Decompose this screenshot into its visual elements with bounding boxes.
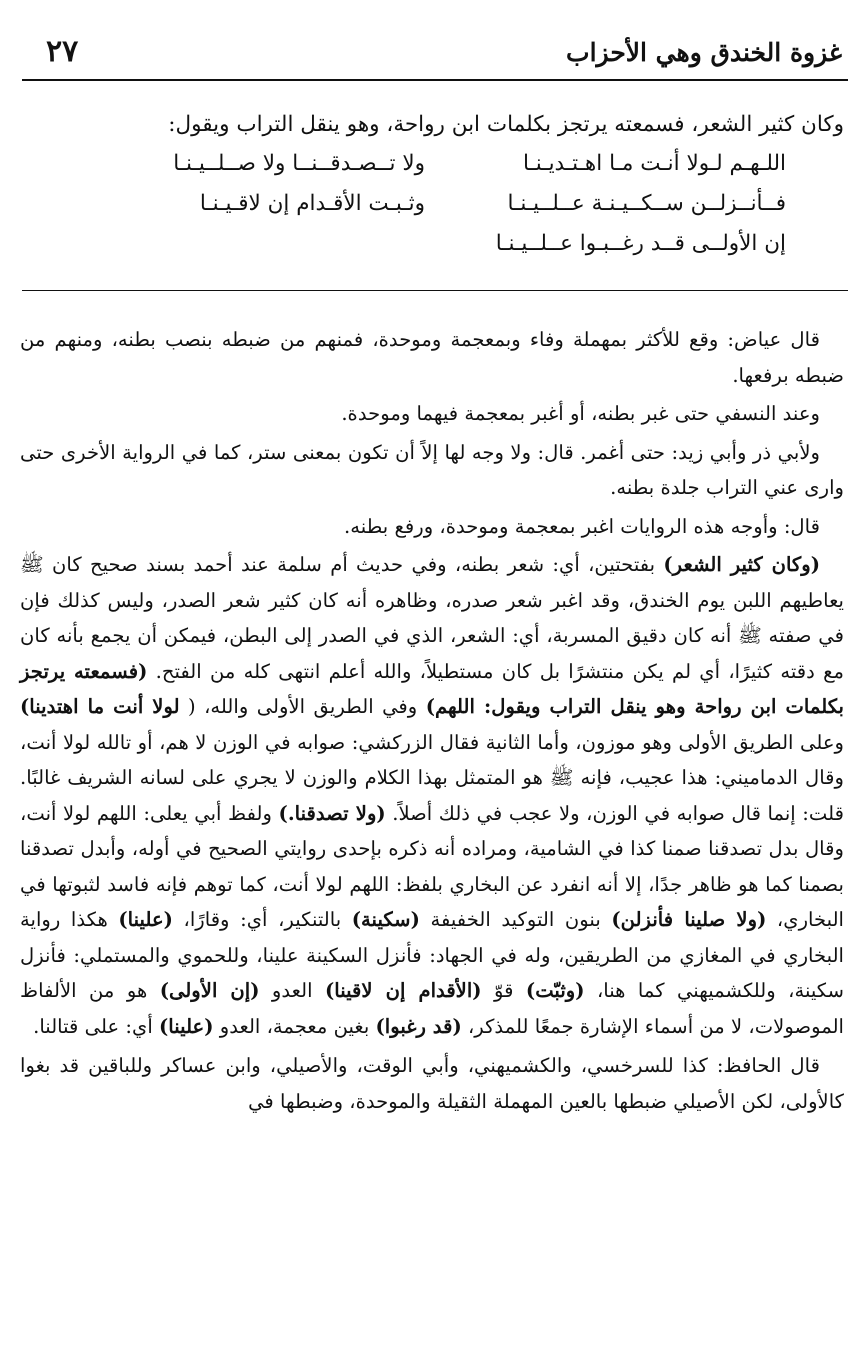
verse-second-hemistich: وثـبـت الأقـدام إن لاقـيـنـا [199, 191, 425, 216]
quoted-lemma: (ولا تصدقنا.) [278, 801, 386, 825]
commentary-paragraph: وعند النسفي حتى غبر بطنه، أو أغبر بمعجمة فيهما وموحدة. [341, 402, 820, 425]
commentary-text: بغين معجمة، العدو [213, 1014, 376, 1038]
commentary-text: بالتنكير، أي: وقارًا، [172, 908, 352, 931]
verse-first-hemistich: اللـهـم لـولا أنـت مـا اهـتـديـنـا [522, 151, 786, 176]
commentary-paragraph: قال الحافظ: كذا للسرخسي، والكشميهني، وأبي الوقت، والأصيلي، وابن عساكر وللباقين قد بغوا كالأولى، لكن الأصيلي ضبطها بالعين المهملة الثقيلة والموحدة، وضبطها في [20, 1054, 844, 1113]
main-text-intro: وكان كثير الشعر، فسمعته يرتجز بكلمات ابن رواحة، وهو ينقل التراب ويقول: [168, 112, 844, 137]
verse-line [22, 184, 844, 224]
verse-line [22, 144, 844, 184]
commentary-text: ولفظ أبي يعلى: اللهم لولا أنت، وقال بدل تصدقنا صمنا كذا في الشامية، ومراده أنه ذكره بإحدى روايتي الصحيح في أوله، وأبدل تصدقنا بصمنا كما هو ظاهر جدًا، إلا أنه انفرد عن البخاري بلفظ: اللهم لولا أنت، كما توهم فإنه فاسد لثبوتها في البخاري، [20, 801, 844, 931]
commentary-text: وعلى الطريق الأولى وهو موزون، وأما الثانية فقال الزركشي: صوابه في الوزن لا هم، أو تالله لولا أنت، وقال الدماميني: هذا عجيب، فإنه ﷺ هو المتمثل بهذا الكلام والوزن لا يجري على لسانه الشريف غالبًا. قلت: إنما قال صوابه في الوزن، ولا عجب في ذلك أصلاً. [20, 730, 844, 825]
page-number: ٢٧ [46, 34, 79, 69]
quoted-lemma: (وكان كثير الشعر) [663, 553, 820, 576]
commentary [20, 322, 844, 1122]
verse-second-hemistich: ولا تــصـدقــنــا ولا صــلــيـنـا [173, 151, 425, 176]
quoted-lemma: (قد رغبوا) [375, 1014, 462, 1038]
verse-line [22, 224, 844, 264]
commentary-paragraph [20, 547, 844, 1044]
quoted-lemma: لولا أنت ما اهتدينا) [20, 695, 180, 718]
commentary-text: بنون التوكيد الخفيفة [419, 908, 612, 931]
quoted-lemma: (الأقدام إن لاقينا) [324, 979, 482, 1002]
commentary-text: أي: على قتالنا. [33, 1014, 159, 1038]
verse-first-hemistich: إن الأولــى قــد رغــبـوا عــلــيـنـا [495, 231, 786, 256]
commentary-paragraph: قال: وأوجه هذه الروايات اغبر بمعجمة وموحدة، ورفع بطنه. [344, 514, 820, 538]
quoted-lemma: (علينا) [118, 908, 173, 931]
header-rule [22, 79, 848, 81]
commentary-text: هكذا رواية البخاري في المغازي من الطريقين، وله في الجهاد: فأنزل السكينة علينا، وللحموي والمستملي: فأنزل سكينة، وللكشميهني كما هنا، [20, 908, 845, 1002]
separator-rule [22, 290, 848, 291]
quoted-lemma: (ولا صلينا فأنزلن) [611, 908, 767, 931]
commentary-paragraph: ولأبي ذر وأبي زيد: حتى أغمر. قال: ولا وجه لها إلاً أن تكون بمعنى ستر، كما في الرواية الأخرى حتى وارى عني التراب جلدة بطنه. [20, 440, 844, 499]
commentary-text: بفتحتين، أي: شعر بطنه، وفي حديث أم سلمة عند أحمد بسند صحيح كان ﷺ يعاطيهم اللبن يوم الخندق، وقد اغبر شعر صدره، وظاهره أنه كان كثير شعر الصدر، وليس كذلك فإن في صفته ﷺ أنه كان دقيق المسربة، أي: الشعر، الذي في الصدر إلى البطن، فيمكن أن يجمع بأنه كان مع دقته كثيرًا، أي لم يكن منتشرًا بل كان مستطيلاً، والله أعلم انتهى كله من الفتح. [20, 553, 845, 683]
verse-first-hemistich: فــأنــزلــن ســكــيـنـة عــلــيـنـا [507, 191, 786, 216]
quoted-lemma: (فسمعته يرتجز بكلمات ابن رواحة وهو ينقل التراب ويقول: اللهم) [20, 659, 844, 718]
commentary-text: وفي الطريق الأولى والله، ( [179, 695, 426, 718]
commentary-text: العدو [259, 979, 325, 1002]
quoted-lemma: (علينا) [159, 1014, 214, 1038]
page-header [22, 30, 846, 80]
quoted-lemma: (وثبّت) [525, 979, 585, 1002]
main-text [22, 106, 844, 264]
commentary-text: قوّ [481, 979, 526, 1002]
quoted-lemma: (سكينة) [351, 908, 420, 931]
running-title: غزوة الخندق وهي الأحزاب [566, 38, 842, 67]
commentary-paragraph: قال عياض: وقع للأكثر بمهملة وفاء وبمعجمة وموحدة، فمنهم من ضبطه بنصب بطنه، ومنهم من ضبطه برفعها. [20, 328, 844, 387]
quoted-lemma: (إن الأولى) [159, 979, 260, 1002]
commentary-text: هو من الألفاظ الموصولات، لا من أسماء الإشارة جمعًا للمذكر، [20, 979, 844, 1038]
